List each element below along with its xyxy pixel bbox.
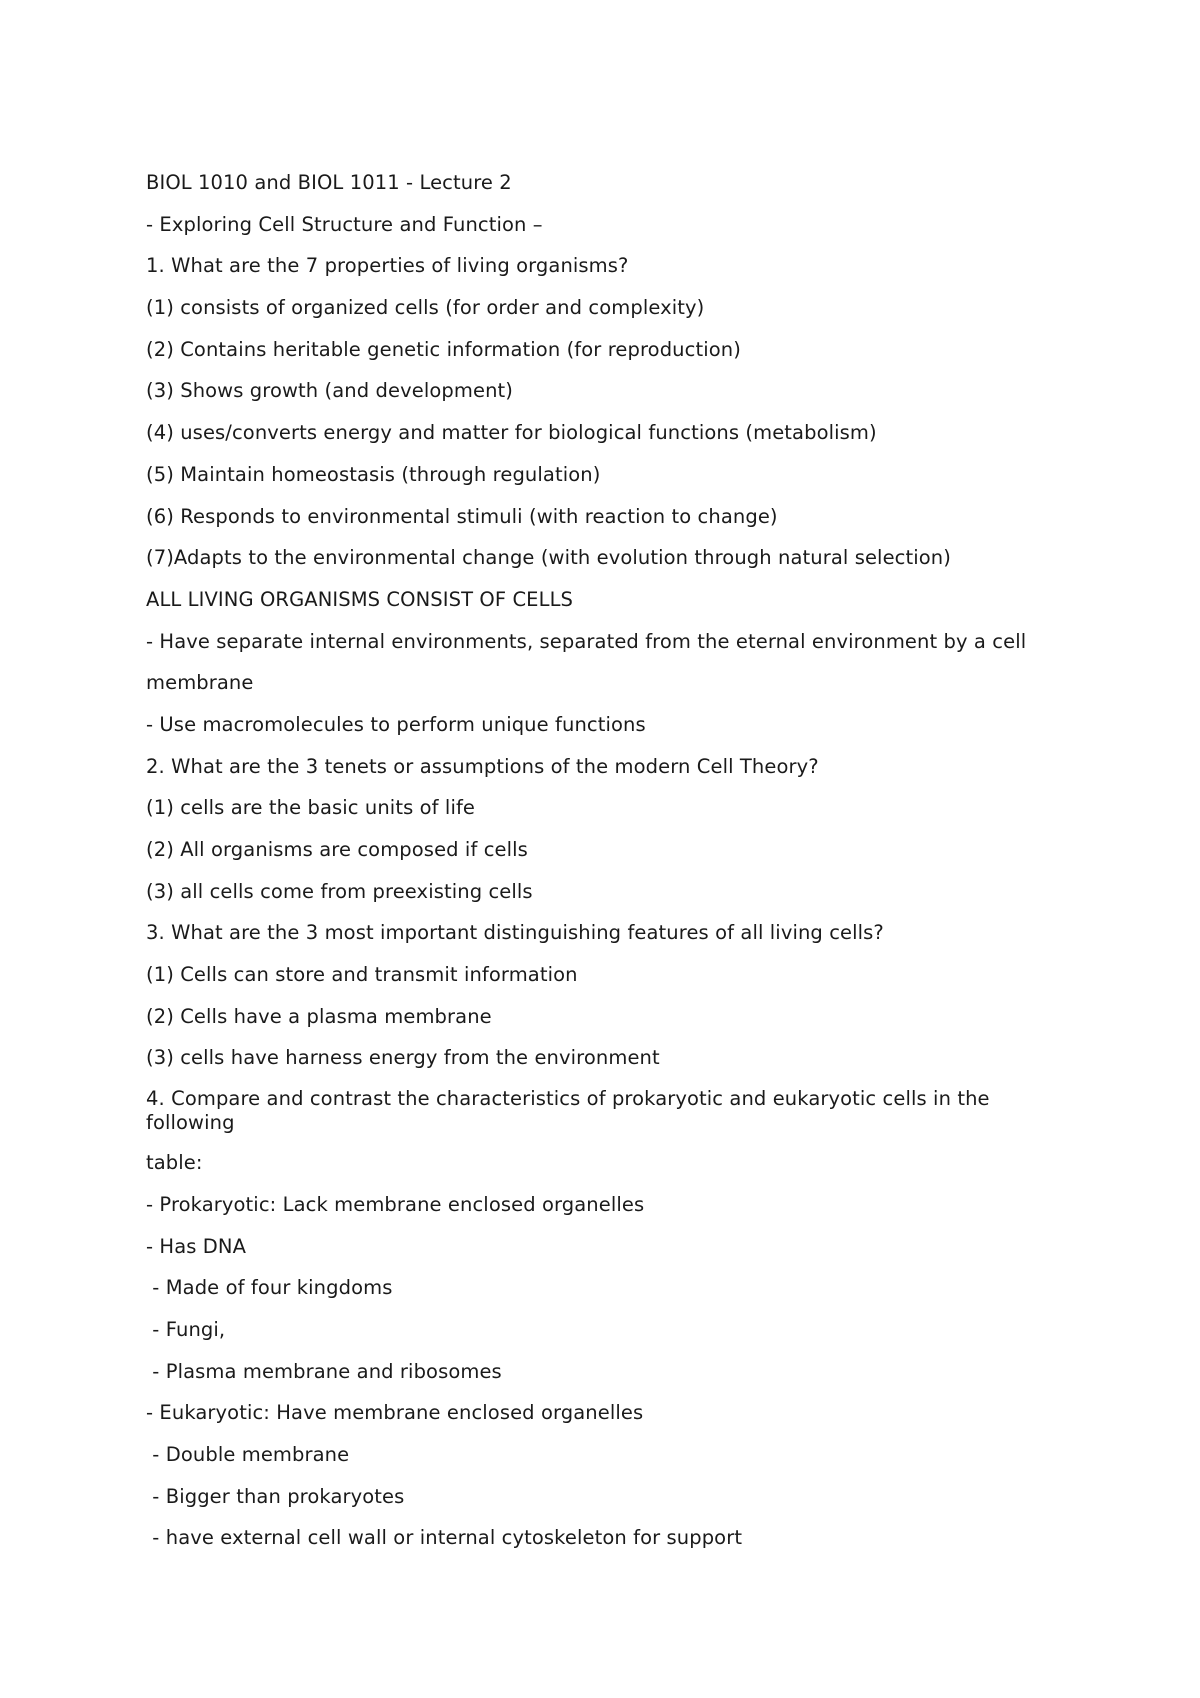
lecture-title: BIOL 1010 and BIOL 1011 - Lecture 2 [146,171,512,194]
question-1: 1. What are the 7 properties of living organisms? [146,254,629,278]
bullet-line: - Eukaryotic: Have membrane enclosed organelles [146,1401,644,1425]
answer-2-item-1: (1) cells are the basic units of life [146,796,476,820]
section-heading: ALL LIVING ORGANISMS CONSIST OF CELLS [146,587,574,611]
lecture-subtitle: - Exploring Cell Structure and Function – [146,212,543,236]
answer-1-item-5: (5) Maintain homeostasis (through regulation) [146,462,601,486]
answer-2-item-2: (2) All organisms are composed if cells [146,838,528,861]
question-4: 4. Compare and contrast the characteristics of prokaryotic and eukaryotic cells in the following [146,1087,990,1135]
bullet-line: - Use macromolecules to perform unique functions [146,712,646,736]
question-2: 2. What are the 3 tenets or assumptions of the modern Cell Theory? [146,754,819,778]
bullet-line: - Have separate internal environments, separated from the eternal environment by a cell [146,629,1027,653]
sub-bullet-line: - Fungi, [146,1317,226,1341]
answer-3-item-1: (1) Cells can store and transmit information [146,963,578,987]
answer-3-item-2: (2) Cells have a plasma membrane [146,1004,492,1028]
answer-1-item-3: (3) Shows growth (and development) [146,379,513,403]
sub-bullet-line: - Made of four kingdoms [146,1276,393,1300]
sub-bullet-line: - Bigger than prokaryotes [146,1484,405,1508]
answer-1-item-7: (7)Adapts to the environmental change (with evolution through natural selection) [146,546,951,570]
document-body [146,170,1076,1567]
sub-bullet-line: - have external cell wall or internal cytoskeleton for support [146,1526,743,1550]
question-3: 3. What are the 3 most important distinguishing features of all living cells? [146,921,884,945]
sub-bullet-line: - Double membrane [146,1442,350,1466]
answer-2-item-3: (3) all cells come from preexisting cells [146,879,533,903]
answer-1-item-1: (1) consists of organized cells (for order and complexity) [146,296,705,320]
sub-bullet-line: - Plasma membrane and ribosomes [146,1359,502,1383]
answer-3-item-3: (3) cells have harness energy from the environment [146,1046,660,1070]
bullet-line: - Prokaryotic: Lack membrane enclosed organelles [146,1192,645,1216]
question-4-continuation: table: [146,1151,203,1175]
answer-1-item-4: (4) uses/converts energy and matter for biological functions (metabolism) [146,421,877,445]
bullet-line-continuation: membrane [146,671,254,695]
bullet-line: - Has DNA [146,1234,247,1258]
answer-1-item-6: (6) Responds to environmental stimuli (with reaction to change) [146,504,778,528]
answer-1-item-2: (2) Contains heritable genetic information (for reproduction) [146,337,741,361]
